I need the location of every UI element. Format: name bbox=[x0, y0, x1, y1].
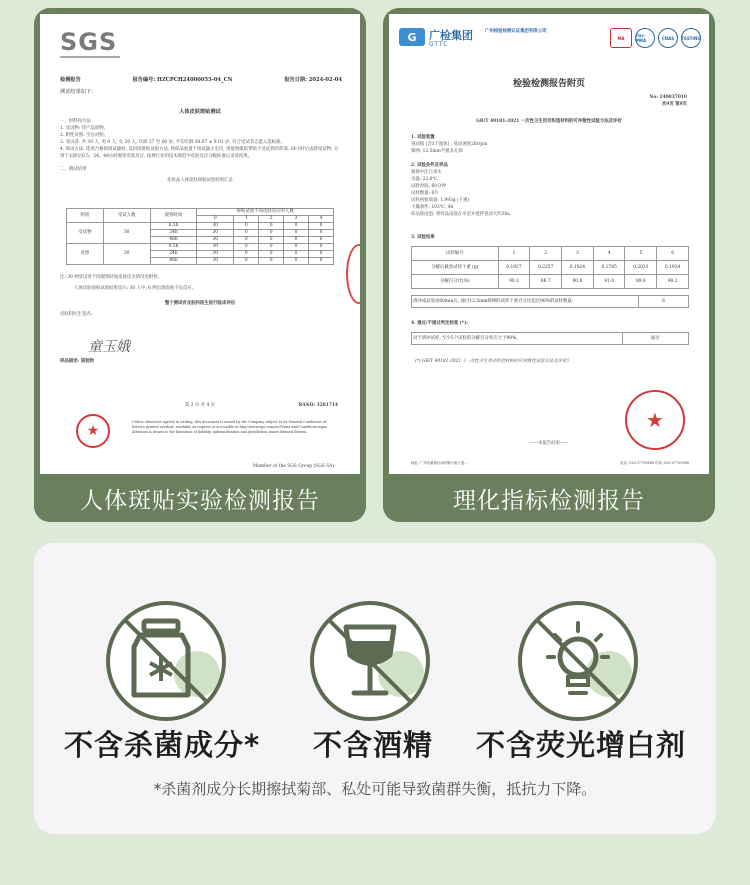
table-cell: 91.0 bbox=[593, 275, 625, 289]
table-header: 4 bbox=[308, 216, 333, 223]
section-heading: 4. 通过/不通过判定标准 (*): bbox=[411, 321, 468, 326]
table-header: 组别 bbox=[67, 209, 104, 223]
table-cell: 0 bbox=[284, 258, 309, 265]
rand-number: RAND: 3281714 bbox=[298, 403, 338, 408]
table-cell: 30 bbox=[197, 244, 234, 251]
section-line: 试样数量: 6片 bbox=[411, 191, 439, 196]
section-heading: 3. 试验结果 bbox=[411, 235, 435, 240]
table-cell: 0 bbox=[259, 237, 284, 244]
table-header: 3 bbox=[562, 247, 594, 261]
section-line: 箱体中注自来水 bbox=[411, 170, 442, 175]
table-cell: 0.1785 bbox=[593, 261, 625, 275]
table-cell: 0.2031 bbox=[625, 261, 657, 275]
table-note: 注: 30 例受试者不同观察时间皮肤反应情况见附件。 bbox=[60, 275, 163, 280]
report-label: 检测报告 bbox=[60, 77, 81, 83]
result-label: 测试结果如下: bbox=[60, 89, 93, 95]
section-line: 试验时间: 60分钟 bbox=[411, 184, 446, 189]
org-short: GTTC bbox=[429, 41, 449, 48]
org-name: 广检集团 bbox=[429, 29, 473, 42]
section-conditions bbox=[411, 162, 689, 218]
end-mark: ——本报告结束—— bbox=[529, 441, 569, 446]
table-cell: 0 bbox=[234, 251, 259, 258]
table-cell: 0 bbox=[259, 251, 284, 258]
gttc-report-card bbox=[383, 8, 715, 522]
sgs-report-card bbox=[34, 8, 366, 522]
table-cell: 0 bbox=[284, 244, 309, 251]
testing-cert-icon: TESTING bbox=[681, 28, 701, 48]
section-line: 晃动箱 (含3个箱体) , 晃动速度26r/pm bbox=[411, 142, 488, 147]
table-row bbox=[67, 223, 334, 230]
standard-footnote: (*) GB/T 40181-2021《一次性卫生用非织造材料的可冲散性试验方法及评价》 bbox=[415, 359, 571, 364]
contact: 电话: 020-37759888 传真: 020-37759988 bbox=[620, 461, 689, 465]
table-header: 1 bbox=[234, 216, 259, 223]
table-cell: 90.2 bbox=[657, 275, 689, 289]
fine-print: Unless otherwise agreed in writing, this document is issued by the Company subject to its General Conditions of Service printed overleaf, available on request or accessible at http://www.sgs.com/en/Terms-and-Conditions.aspx. Attention is drawn to the limitation of liability, indemnification and jurisdiction issues defined therein. bbox=[132, 420, 328, 434]
result-table bbox=[411, 246, 689, 289]
right-caption: 理化指标检测报告 bbox=[453, 487, 645, 514]
table-cell: 30 bbox=[197, 230, 234, 237]
table-cell: 0 bbox=[284, 223, 309, 230]
table-cell: 0 bbox=[308, 244, 333, 251]
statement: 整个测试有皮肤科医生进行临床评估 bbox=[164, 301, 236, 306]
left-caption: 人体斑贴实验检测报告 bbox=[80, 487, 320, 514]
feature-no-alcohol bbox=[296, 601, 426, 731]
feature-no-antibacterial bbox=[92, 601, 222, 731]
section-line: 水温: 22.6℃ bbox=[411, 177, 438, 182]
table-cell: 24h bbox=[150, 230, 197, 237]
table-header: 受试人数 bbox=[103, 209, 150, 223]
table-cell: 0 bbox=[308, 258, 333, 265]
section-line: 试样初始质量: 1.993g (干重) bbox=[411, 198, 470, 203]
table-row bbox=[412, 261, 689, 275]
cert-marks bbox=[610, 28, 701, 48]
features-panel bbox=[34, 543, 716, 834]
section-heading: 1. 试验装置 bbox=[411, 135, 435, 140]
section-heading: 2. 试验条件及样品 bbox=[411, 163, 448, 168]
table-header: 观察时间 bbox=[150, 209, 197, 223]
method-line: 2. 阴性对照: 空白对照。 bbox=[60, 133, 108, 138]
report-header bbox=[60, 76, 342, 84]
feature-no-brightener bbox=[504, 601, 634, 731]
table-cell: 0 bbox=[259, 230, 284, 237]
gttc-report-page bbox=[389, 14, 709, 474]
pass-count-label: 溶冲成品晃动60min后, 通过12.5mm筛网的试样干重百分比超过90%的试样数量: bbox=[412, 296, 639, 308]
report-title: 人体皮肤斑贴测试 bbox=[179, 109, 221, 115]
table-header: 4 bbox=[593, 247, 625, 261]
red-seal-icon: ★ bbox=[76, 414, 110, 448]
method-line: 3. 受试者: 共 30 人, 男 0 人, 女 30 人, 年龄 27 至 60 岁, 平均年龄 39.67 ± 9.01 岁, 符合受试者志愿入选标准。 bbox=[60, 140, 285, 145]
bottle-no-icon bbox=[106, 601, 226, 721]
table-cell: 0 bbox=[234, 230, 259, 237]
table-cell: 分解后截余试样干重 (g) bbox=[412, 261, 499, 275]
table-cell: 0.5h bbox=[150, 244, 197, 251]
table-cell: 0 bbox=[234, 244, 259, 251]
page-footer bbox=[411, 460, 689, 467]
table-header: 0 bbox=[197, 216, 234, 223]
feature-label: 不含荧光增白剂 bbox=[476, 728, 687, 762]
group-name: 对照 bbox=[67, 244, 104, 265]
report-number bbox=[649, 94, 687, 108]
criteria-table bbox=[411, 332, 689, 345]
feature-label: 不含杀菌成分* bbox=[64, 728, 261, 762]
method-section bbox=[60, 118, 340, 184]
table-cell: 0.1934 bbox=[657, 261, 689, 275]
pass-count-table bbox=[411, 295, 689, 308]
table-cell: 0 bbox=[259, 258, 284, 265]
group-count: 30 bbox=[103, 223, 150, 244]
table-header: 6 bbox=[657, 247, 689, 261]
group-name: 受试物 bbox=[67, 223, 104, 244]
sample-description: 样品描述: 袋装物 bbox=[60, 359, 94, 364]
patch-test-table bbox=[66, 208, 334, 265]
table-cell: 0 bbox=[284, 251, 309, 258]
report-number: 报告编号: HZCPCH24000055-04_CN bbox=[132, 77, 233, 83]
table-cell: 0 bbox=[284, 237, 309, 244]
table-cell: 0.2257 bbox=[530, 261, 562, 275]
table-cell: 0 bbox=[308, 230, 333, 237]
logo-underline bbox=[60, 56, 120, 58]
edge-seal-icon bbox=[346, 244, 360, 304]
table-title: 化妆品人体皮肤斑贴试验结果汇总 bbox=[167, 178, 233, 183]
table-cell: 0 bbox=[308, 237, 333, 244]
table-cell: 30 bbox=[197, 258, 234, 265]
table-cell: 48h bbox=[150, 258, 197, 265]
table-cell: 0 bbox=[234, 223, 259, 230]
criteria-verdict: 通过 bbox=[622, 333, 688, 345]
doctor-label: 皮肤科医生签名: bbox=[60, 312, 93, 317]
table-cell: 0 bbox=[308, 251, 333, 258]
footnote: *杀菌剂成分长期擦拭菊部、私处可能导致菌群失衡，抵抗力下降。 bbox=[153, 780, 597, 798]
address: 地址: 广州市番禺区南村镇兴南大道... bbox=[411, 461, 468, 465]
institute-name: 广州检验检测认证集团有限公司 bbox=[485, 29, 547, 34]
table-cell: 30 bbox=[197, 223, 234, 230]
sgs-logo: SGS bbox=[60, 28, 118, 56]
result-notes bbox=[60, 274, 340, 318]
table-header: 5 bbox=[625, 247, 657, 261]
table-header: 1 bbox=[498, 247, 530, 261]
table-cell: 0 bbox=[259, 223, 284, 230]
table-header-row bbox=[412, 247, 689, 261]
lightbulb-no-icon bbox=[518, 601, 638, 721]
sgs-report-page bbox=[40, 14, 360, 474]
gttc-logo-icon: G bbox=[399, 28, 425, 46]
table-cell: 0 bbox=[284, 230, 309, 237]
table-header: 2 bbox=[530, 247, 562, 261]
table-cell: 0.1824 bbox=[562, 261, 594, 275]
table-cell: 分解百分比(%) bbox=[412, 275, 499, 289]
table-cell: 0 bbox=[308, 223, 333, 230]
table-cell: 89.8 bbox=[625, 275, 657, 289]
ilac-cert-icon: ilac-MRA bbox=[635, 28, 655, 48]
table-header-group: 斑贴试验不同皮肤反应的人数 bbox=[197, 209, 334, 216]
feature-label: 不含酒精 bbox=[313, 728, 434, 762]
pass-count-value: 6 bbox=[639, 296, 689, 308]
doctor-signature: 童玉娥 bbox=[88, 339, 130, 355]
table-cell: 90.3 bbox=[498, 275, 530, 289]
table-cell: 30 bbox=[197, 251, 234, 258]
section-line: 样品预浸泡: 将样品浸没在水里并搅拌晃动大约30s。 bbox=[411, 212, 514, 217]
section-line: 干燥条件: 103℃, 4h bbox=[411, 205, 454, 210]
ma-cert-icon: MA bbox=[610, 28, 632, 48]
table-cell: 48h bbox=[150, 237, 197, 244]
section-line: 筛网: 12.5mm平板多孔筛 bbox=[411, 149, 463, 154]
conclusion: 人体皮肤斑贴试验结果显示: 30 人中, 0 例出现皮肤不良反应。 bbox=[74, 286, 197, 291]
report-title: 检验检测报告附页 bbox=[512, 79, 585, 89]
table-cell: 0.5h bbox=[150, 223, 197, 230]
member-note: Member of the SGS Group (SGS SA) bbox=[252, 464, 334, 469]
page-count: 共9页 第9页 bbox=[661, 102, 687, 107]
table-row bbox=[67, 244, 334, 251]
method-heading: 一、材料和方法 bbox=[60, 119, 91, 124]
method-line: 1. 受试物: 待产品原物。 bbox=[60, 126, 108, 131]
table-cell: 0 bbox=[234, 258, 259, 265]
page-number: 第 2 页 共 4 页 bbox=[184, 403, 216, 408]
group-count: 30 bbox=[103, 244, 150, 265]
table-cell: 90.8 bbox=[562, 275, 594, 289]
report-no: No: 240037010 bbox=[649, 95, 687, 100]
table-header: 2 bbox=[259, 216, 284, 223]
section-apparatus bbox=[411, 134, 689, 155]
report-date: 报告日期: 2024-02-04 bbox=[284, 77, 342, 83]
table-cell: 0 bbox=[259, 244, 284, 251]
table-cell: 88.7 bbox=[530, 275, 562, 289]
table-header: 3 bbox=[284, 216, 309, 223]
table-header: 试样编号 bbox=[412, 247, 499, 261]
cnas-cert-icon: CNAS bbox=[658, 28, 678, 48]
result-heading: 二、测试结果 bbox=[60, 167, 87, 172]
standard: GB/T 40181-2021 一次性卫生用非织造材料的可冲散性试验方法及评价 bbox=[476, 119, 622, 124]
table-row bbox=[412, 275, 689, 289]
table-cell: 24h bbox=[150, 251, 197, 258]
table-cell: 0.1927 bbox=[498, 261, 530, 275]
criteria-text: 对于溶冲试样, 至少5个试样的分解百分率应大于90%。 bbox=[412, 333, 623, 345]
table-cell: 0 bbox=[234, 237, 259, 244]
red-seal-icon: ★ bbox=[625, 390, 685, 450]
table-cell: 30 bbox=[197, 237, 234, 244]
method-line: 4. 斑试方法: 选用合格的斑试器材, 以封闭斑贴试验方法, 将样品放置于斑试器小室内, 用低致敏胶带贴于受试者的背部, 24小时后去除受试物, 分别于去除后0.5、24、48小时观察皮肤反应, 按规行业的技术规范中皮肤反应分级标准记录其结果。 bbox=[60, 147, 339, 159]
wine-glass-no-icon bbox=[310, 601, 430, 721]
